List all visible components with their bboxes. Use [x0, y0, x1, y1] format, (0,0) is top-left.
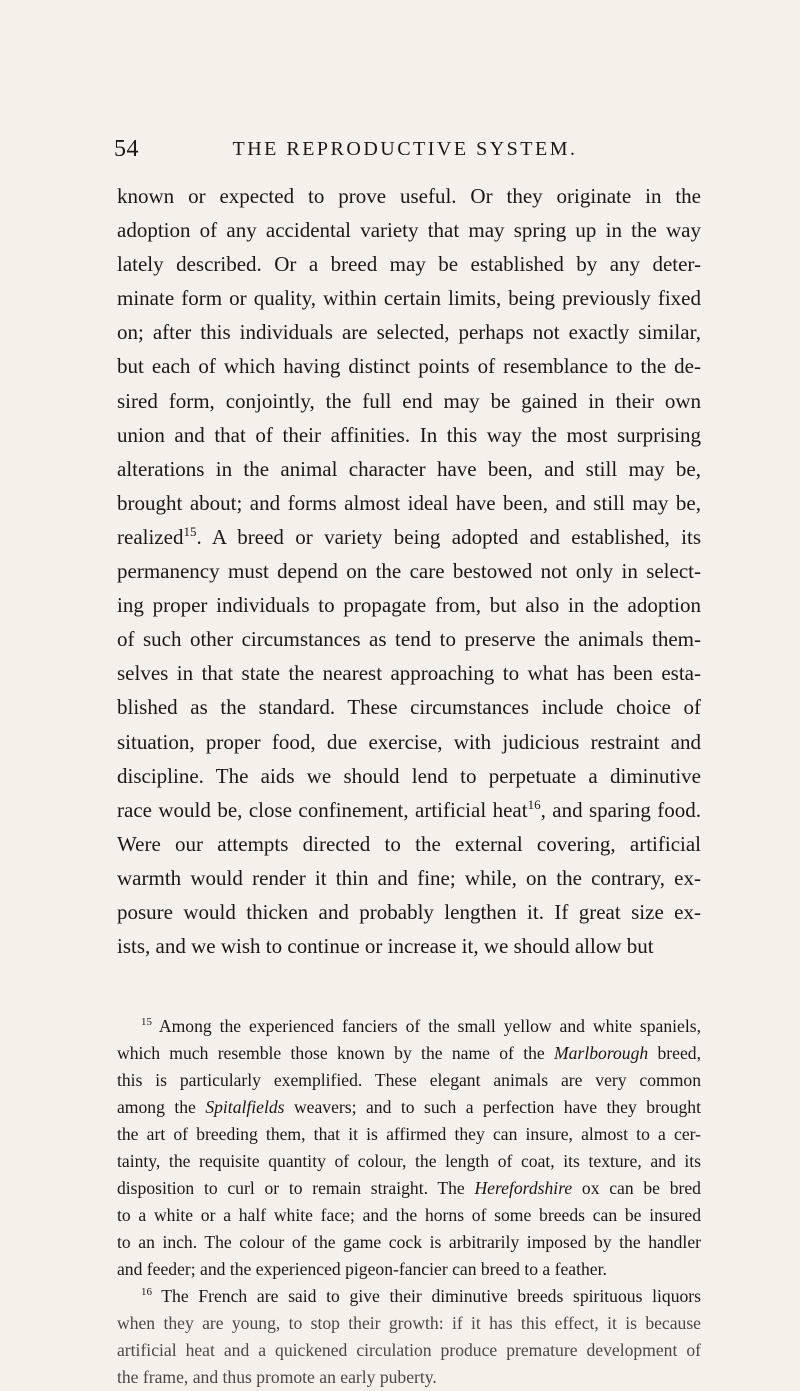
- body-line-footnote-ref-16: [117, 793, 701, 827]
- footnote-15-line: this is particularly exemplified. These elegant animals are very common: [117, 1070, 701, 1090]
- footnote-text: among the: [117, 1097, 206, 1117]
- footnote-16-line: [117, 1283, 701, 1310]
- body-line: blished as the standard. These circumstances include choice of: [117, 695, 701, 720]
- body-text-segment: , and sparing food.: [540, 797, 701, 822]
- body-line: minate form or quality, within certain limits, being previously fixed: [117, 286, 701, 311]
- footnote-italic: Herefordshire: [474, 1178, 573, 1198]
- footnote-text: which much resemble those known by the name of the: [117, 1043, 555, 1063]
- body-line: alterations in the animal character have been, and still may be,: [117, 456, 701, 481]
- body-line: known or expected to prove useful. Or they originate in the: [117, 184, 701, 208]
- body-line: of such other circumstances as tend to preserve the animals them-: [117, 627, 701, 652]
- footnote-marker-16: 16: [141, 1286, 152, 1299]
- body-line: situation, proper food, due exercise, with judicious restraint and: [117, 729, 701, 754]
- body-text-segment: race would be, close confinement, artificial heat: [117, 797, 528, 822]
- body-line: brought about; and forms almost ideal have been, and still may be,: [117, 490, 701, 515]
- footnote-italic: Marlborough: [554, 1043, 649, 1063]
- body-line: permanency must depend on the care bestowed not only in select-: [117, 559, 701, 584]
- footnote-marker-15: 15: [141, 1016, 152, 1029]
- body-line: Were our attempts directed to the external covering, artificial: [117, 831, 701, 856]
- footnote-ref-15[interactable]: 15: [183, 523, 197, 539]
- page-header: [114, 136, 674, 168]
- main-text: [117, 179, 701, 963]
- body-line: lately described. Or a breed may be established by any deter-: [117, 252, 701, 277]
- footnote-15-line: [117, 1175, 701, 1202]
- body-line: but each of which having distinct points of resemblance to the de-: [117, 354, 701, 379]
- footnote-ref-16[interactable]: 16: [527, 796, 541, 812]
- footnote-15-line: and feeder; and the experienced pigeon-fancier can breed to a feather.: [117, 1259, 607, 1279]
- footnote-15-line: to an inch. The colour of the game cock is arbitrarily imposed by the handler: [117, 1232, 701, 1252]
- footnote-text: The French are said to give their diminutive breeds spirituous liquors: [161, 1286, 701, 1306]
- body-line: ing proper individuals to propagate from, but also in the adoption: [117, 593, 701, 618]
- body-line: ists, and we wish to continue or increase it, we should allow but: [117, 934, 654, 959]
- footnote-text: disposition to curl or to remain straight. The: [117, 1178, 475, 1198]
- footnote-text: breed,: [648, 1043, 701, 1063]
- body-line: posure would thicken and probably lengthen it. If great size ex-: [117, 899, 701, 924]
- body-line: sired form, conjointly, the full end may be gained in their own: [117, 388, 701, 413]
- body-line: adoption of any accidental variety that may spring up in the way: [117, 218, 701, 243]
- body-text-segment: . A breed or variety being adopted and established, its: [196, 524, 701, 549]
- footnote-15-line: [117, 1040, 701, 1067]
- footnote-15-line: the art of breeding them, that it is affirmed they can insure, almost to a cer-: [117, 1124, 701, 1144]
- footnote-text: ox can be bred: [572, 1178, 701, 1198]
- footnote-15-line: to a white or a half white face; and the horns of some breeds can be insured: [117, 1205, 701, 1225]
- body-text-segment: realized: [117, 524, 184, 549]
- footnotes: [117, 1013, 701, 1391]
- footnote-15-line: [117, 1013, 701, 1040]
- footnote-text: weavers; and to such a perfection have they brought: [284, 1097, 701, 1117]
- body-line: on; after this individuals are selected, perhaps not exactly similar,: [117, 320, 701, 345]
- body-line-footnote-ref-15: [117, 520, 701, 554]
- body-line: selves in that state the nearest approaching to what has been esta-: [117, 661, 701, 686]
- footnote-15-line: [117, 1094, 701, 1121]
- body-line: discipline. The aids we should lend to perpetuate a diminutive: [117, 763, 701, 788]
- footnote-text: Among the experienced fanciers of the small yellow and white spaniels,: [158, 1016, 701, 1036]
- running-head: THE REPRODUCTIVE SYSTEM.: [232, 138, 578, 160]
- footnote-15-line: tainty, the requisite quantity of colour, the length of coat, its texture, and its: [117, 1151, 701, 1171]
- footnote-italic: Spitalfields: [205, 1097, 285, 1117]
- footnote-16-line: the frame, and thus promote an early puberty.: [117, 1367, 437, 1387]
- body-line: warmth would render it thin and fine; while, on the contrary, ex-: [117, 865, 701, 890]
- page-number: 54: [114, 136, 139, 162]
- footnote-16-line: when they are young, to stop their growth: if it has this effect, it is because: [117, 1313, 701, 1333]
- body-line: union and that of their affinities. In this way the most surprising: [117, 422, 701, 447]
- footnote-16-line: artificial heat and a quickened circulation produce premature development of: [117, 1340, 701, 1360]
